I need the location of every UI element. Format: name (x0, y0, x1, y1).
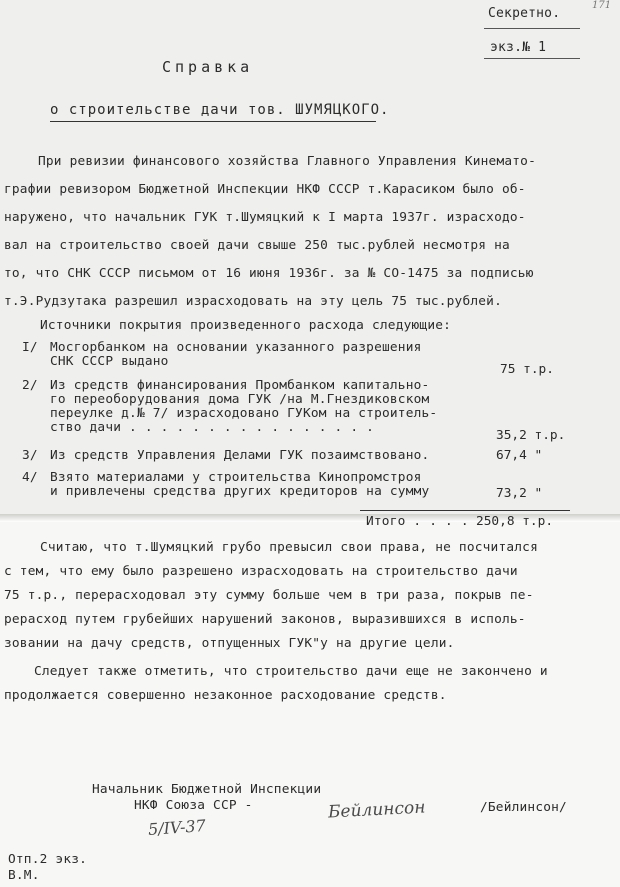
conclusion-line: рерасход путем грубейших нарушений законов, выразившихся в исполь- (4, 612, 526, 627)
source-amount: 35,2 т.р. (496, 428, 566, 443)
secret-stamp: Секретно. (488, 6, 561, 21)
intro-line: При ревизии финансового хозяйства Главного Управления Кинемато- (38, 154, 536, 169)
copy-number: экз.№ 1 (490, 40, 547, 55)
secret-underline (484, 28, 580, 29)
intro-line: наружено, что начальник ГУК т.Шумяцкий к I марта 1937г. израсходо- (4, 210, 526, 225)
note-line: Следует также отметить, что строительство дачи еще не закончено и (34, 664, 548, 679)
source-line: Из средств Управления Делами ГУК позаимствовано. (50, 448, 430, 463)
source-amount: 73,2 " (496, 486, 543, 501)
copy-underline (484, 58, 580, 59)
source-number: 2/ (22, 378, 38, 393)
intro-line: графии ревизором Бюджетной Инспекции НКФ СССР т.Карасиком было об- (4, 182, 526, 197)
source-line: Из средств финансирования Промбанком капитально- (50, 378, 430, 393)
handwritten-signature: Бейлинсон (327, 797, 426, 823)
total-amount: 250,8 т.р. (476, 514, 554, 529)
conclusion-line: с тем, что ему было разрешено израсходовать на строительство дачи (4, 564, 518, 579)
source-line: СНК СССР выдано (50, 354, 169, 369)
source-amount: 67,4 " (496, 448, 543, 463)
subtitle-underline (50, 121, 376, 122)
intro-line: т.Э.Рудзутака разрешил израсходовать на эту цель 75 тыс.рублей. (4, 294, 502, 309)
signer-position: Начальник Бюджетной Инспекции (92, 782, 322, 797)
sources-heading: Источники покрытия произведенного расхода следующие: (40, 318, 452, 333)
conclusion-line: зовании на дачу средств, отпущенных ГУК"у на другие цели. (4, 636, 455, 651)
handwritten-date: 5/IV-37 (147, 816, 207, 839)
total-label: Итого . . . . (366, 514, 469, 529)
source-line: Взято материалами у строительства Кинопромстроя (50, 470, 422, 485)
document-title: Справка (162, 58, 254, 76)
note-line: продолжается совершенно незаконное расходование средств. (4, 688, 447, 703)
document-subtitle: о строительстве дачи тов. ШУМЯЦКОГО. (50, 102, 390, 118)
typist-initials: В.М. (8, 868, 40, 883)
copies-note: Отп.2 экз. (8, 852, 88, 867)
signer-organization: НКФ Союза ССР - (134, 798, 253, 813)
corner-mark: 171 (592, 0, 612, 11)
conclusion-line: Считаю, что т.Шумяцкий грубо превысил свои права, не посчитался (40, 540, 538, 555)
signer-name: /Бейлинсон/ (480, 800, 567, 815)
intro-line: то, что СНК СССР письмом от 16 июня 1936г. за № СО-1475 за подписью (4, 266, 534, 281)
source-line: Мосгорбанком на основании указанного разрешения (50, 340, 422, 355)
conclusion-line: 75 т.р., перерасходовал эту сумму больше чем в три раза, покрыв пе- (4, 588, 534, 603)
source-number: 3/ (22, 448, 38, 463)
source-number: 4/ (22, 470, 38, 485)
source-line: переулке д.№ 7/ израсходовано ГУКом на строитель- (50, 406, 438, 421)
source-line: и привлечены средства других кредиторов на сумму (50, 484, 430, 499)
source-line: го переоборудования дома ГУК /на М.Гнездиковском (50, 392, 430, 407)
total-rule (360, 510, 570, 511)
source-number: I/ (22, 340, 38, 355)
intro-line: вал на строительство своей дачи свыше 250 тыс.рублей несмотря на (4, 238, 510, 253)
source-line: ство дачи . . . . . . . . . . . . . . . . (50, 420, 375, 435)
source-amount: 75 т.р. (500, 362, 554, 377)
